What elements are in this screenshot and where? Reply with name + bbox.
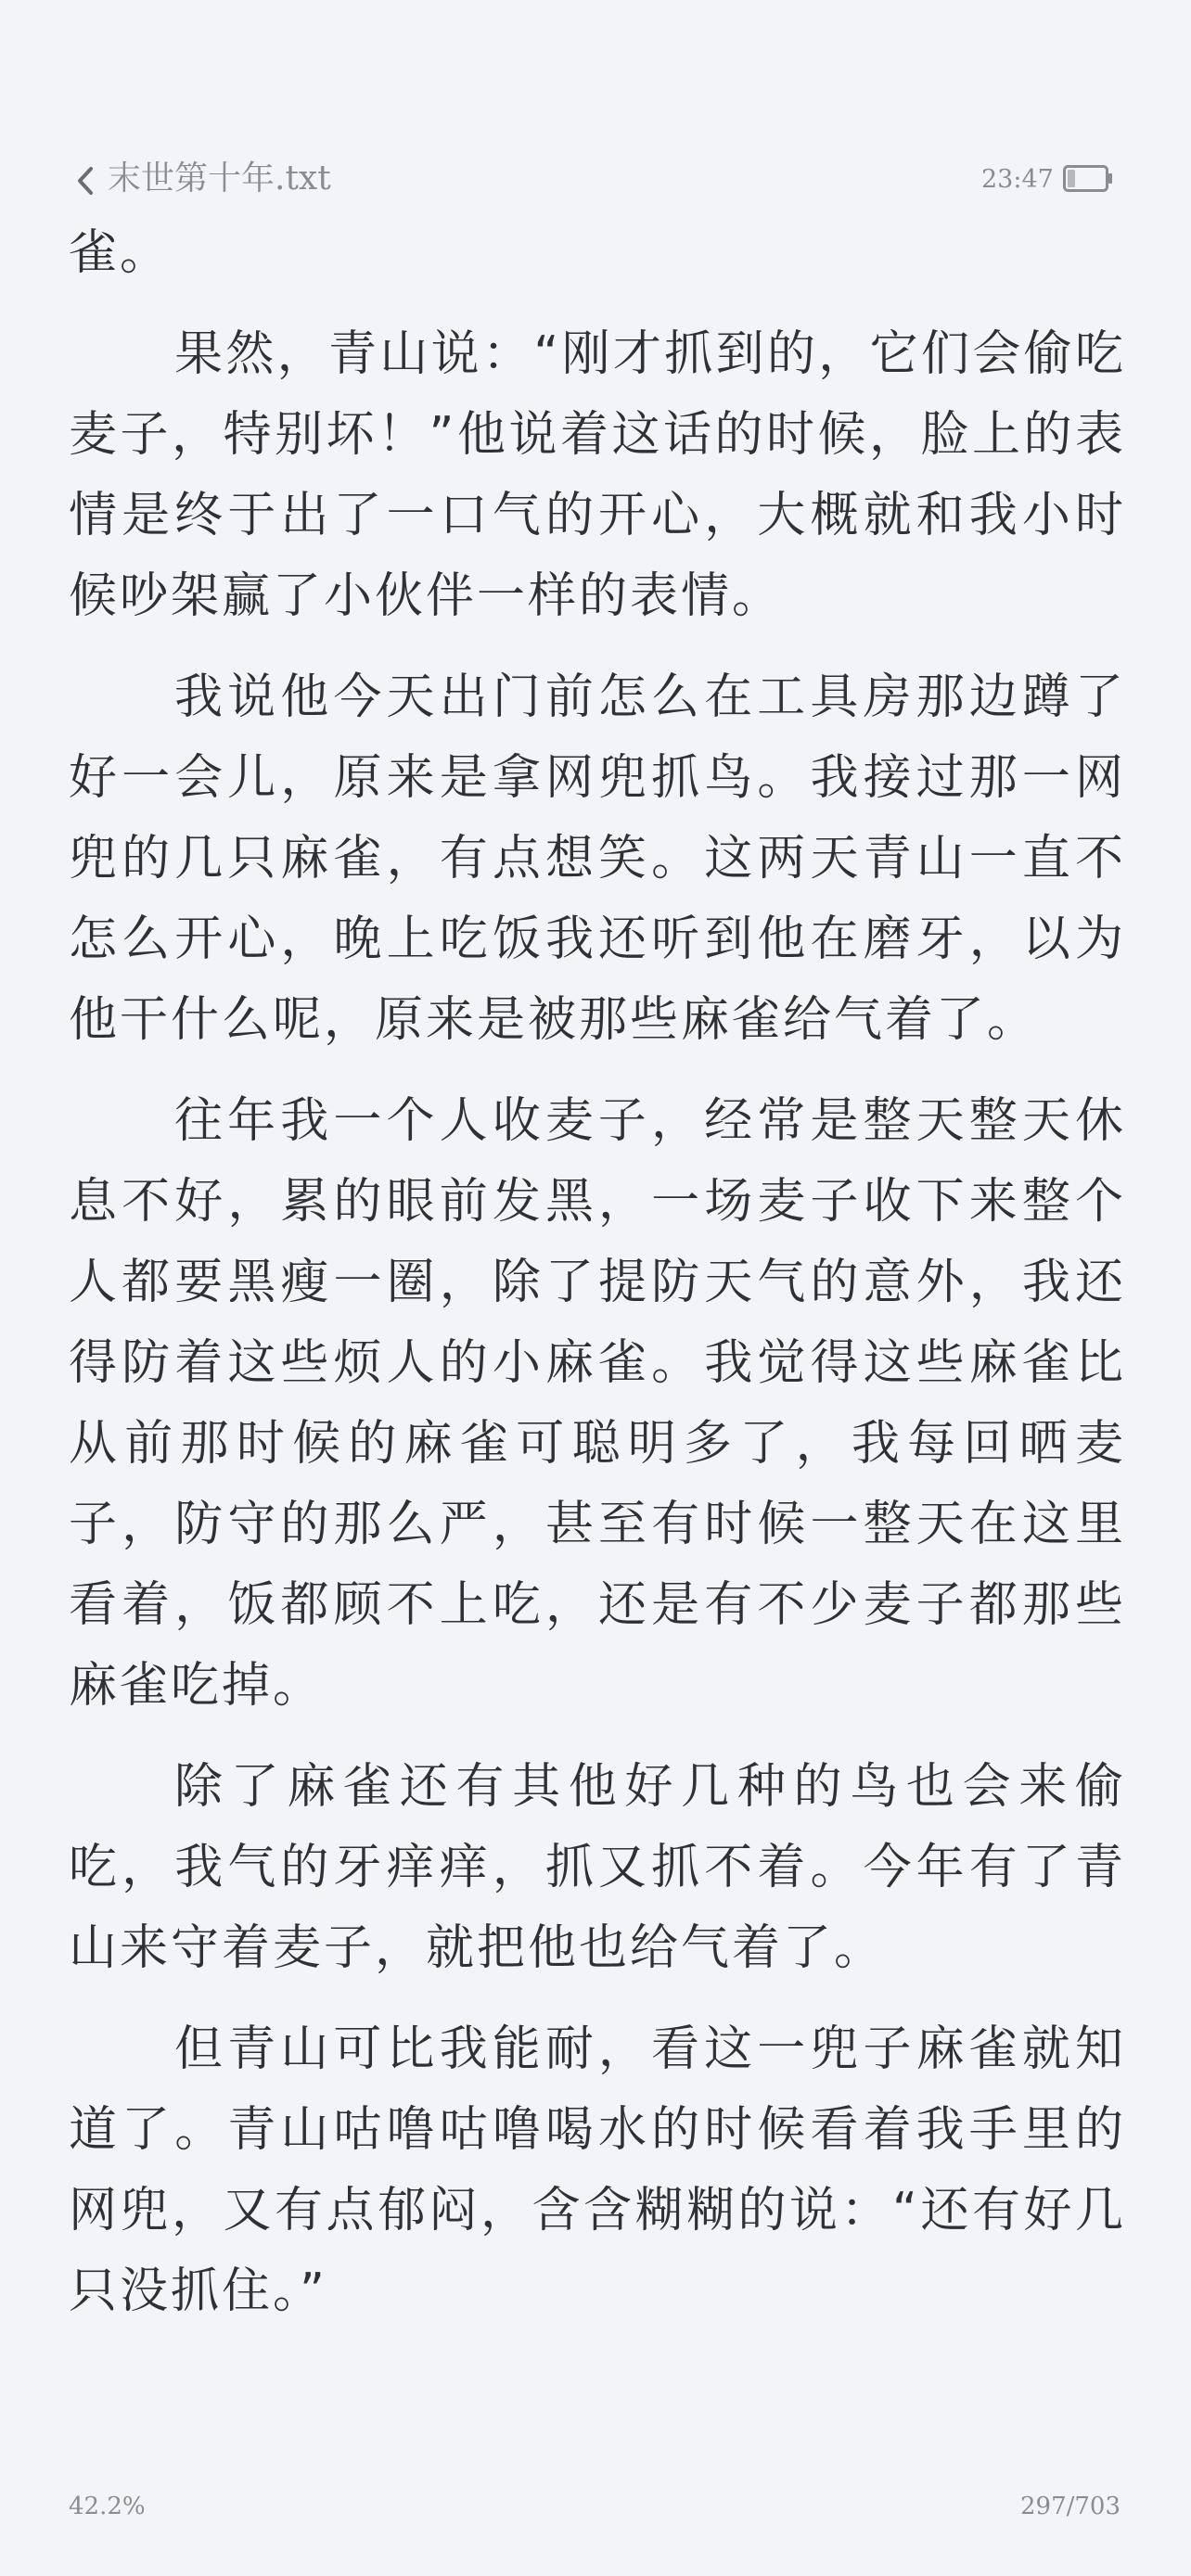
reader-header bbox=[0, 148, 1191, 213]
paragraph: 但青山可比我能耐，看这一兜子麻雀就知道了。青山咕噜咕噜喝水的时候看着我手里的网兜，又有点郁闷，含含糊糊的说：“还有好几只没抓住。” bbox=[69, 2021, 1126, 2319]
page-number: 297/703 bbox=[1019, 2493, 1121, 2520]
battery-low-icon bbox=[1063, 165, 1113, 192]
reading-content[interactable] bbox=[69, 213, 1126, 2353]
paragraph: 除了麻雀还有其他好几种的鸟也会来偷吃，我气的牙痒痒，抓又抓不着。今年有了青山来守着麦子，就把他也给气着了。 bbox=[69, 1759, 1126, 1976]
paragraph: 往年我一个人收麦子，经常是整天整天休息不好，累的眼前发黑，一场麦子收下来整个人都要黑瘦一圈，除了提防天气的意外，我还得防着这些烦人的小麻雀。我觉得这些麻雀比从前那时候的麻雀可聪明多了，我每回晒麦子，防守的那么严，甚至有时候一整天在这里看着，饭都顾不上吃，还是有不少麦子都那些麻雀吃掉。 bbox=[69, 1093, 1126, 1714]
paragraph: 我说他今天出门前怎么在工具房那边蹲了好一会儿，原来是拿网兜抓鸟。我接过那一网兜的几只麻雀，有点想笑。这两天青山一直不怎么开心，晚上吃饭我还听到他在磨牙，以为他干什么呢，原来是被那些麻雀给气着了。 bbox=[69, 670, 1126, 1048]
chevron-left-icon bbox=[75, 165, 96, 197]
paragraph: 雀。 bbox=[69, 225, 172, 281]
reading-progress: 42.2% bbox=[69, 2493, 146, 2520]
back-button[interactable] bbox=[67, 159, 104, 202]
paragraph: 果然，青山说：“刚才抓到的，它们会偷吃麦子，特别坏！”他说着这话的时候，脸上的表情是终于出了一口气的开心，大概就和我小时候吵架赢了小伙伴一样的表情。 bbox=[69, 326, 1126, 624]
book-title: 末世第十年.txt bbox=[108, 159, 331, 198]
clock-time: 23:47 bbox=[981, 165, 1054, 194]
